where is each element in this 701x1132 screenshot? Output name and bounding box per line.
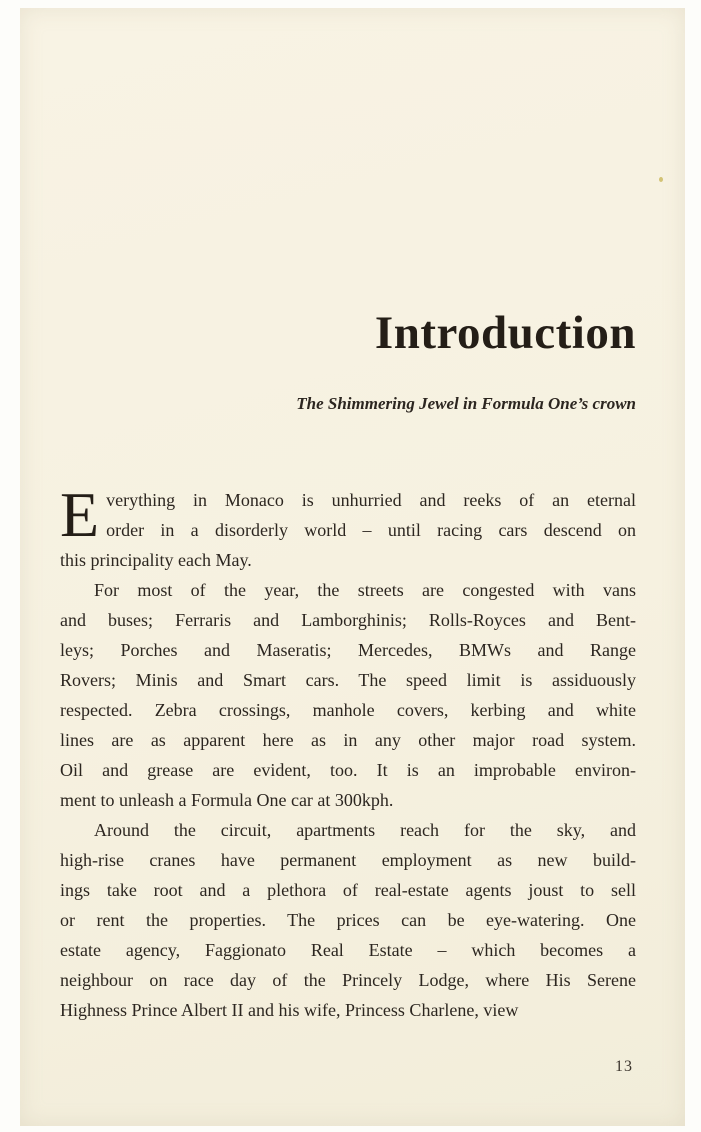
text-line: or rent the properties. The prices can be eye-watering. One bbox=[60, 910, 636, 930]
text-line: lines are as apparent here as in any other major road system. bbox=[60, 730, 636, 750]
paragraph-streets bbox=[60, 575, 636, 815]
page-number: 13 bbox=[615, 1058, 633, 1075]
text-line: order in a disorderly world – until racing cars descend on bbox=[106, 520, 636, 540]
text-line: Rovers; Minis and Smart cars. The speed limit is assiduously bbox=[60, 670, 636, 690]
drop-cap: E bbox=[60, 479, 100, 550]
text-line: and buses; Ferraris and Lamborghinis; Rolls-Royces and Bent- bbox=[60, 610, 636, 630]
text-line: Around the circuit, apartments reach for the sky, and bbox=[94, 820, 636, 840]
text-line: ment to unleash a Formula One car at 300kph. bbox=[60, 790, 394, 810]
text-line: Oil and grease are evident, too. It is an improbable environ- bbox=[60, 760, 636, 780]
book-page bbox=[20, 8, 685, 1126]
text-line: this principality each May. bbox=[60, 550, 252, 570]
scan-speck-artifact bbox=[659, 177, 663, 182]
text-line: ings take root and a plethora of real-estate agents joust to sell bbox=[60, 880, 636, 900]
body-text bbox=[60, 479, 636, 1025]
text-line: high-rise cranes have permanent employment as new build- bbox=[60, 850, 636, 870]
text-line: leys; Porches and Maseratis; Mercedes, BMWs and Range bbox=[60, 640, 636, 660]
text-line: verything in Monaco is unhurried and reeks of an eternal bbox=[106, 490, 636, 510]
chapter-subtitle: The Shimmering Jewel in Formula One’s crown bbox=[296, 394, 636, 413]
text-line: estate agency, Faggionato Real Estate – which becomes a bbox=[60, 940, 636, 960]
chapter-title: Introduction bbox=[374, 307, 636, 359]
paragraph-opening bbox=[60, 479, 636, 575]
text-line: respected. Zebra crossings, manhole covers, kerbing and white bbox=[60, 700, 636, 720]
text-line: Highness Prince Albert II and his wife, Princess Charlene, view bbox=[60, 1000, 519, 1020]
text-line: neighbour on race day of the Princely Lodge, where His Serene bbox=[60, 970, 636, 990]
text-line: For most of the year, the streets are congested with vans bbox=[94, 580, 636, 600]
paragraph-circuit bbox=[60, 815, 636, 1025]
